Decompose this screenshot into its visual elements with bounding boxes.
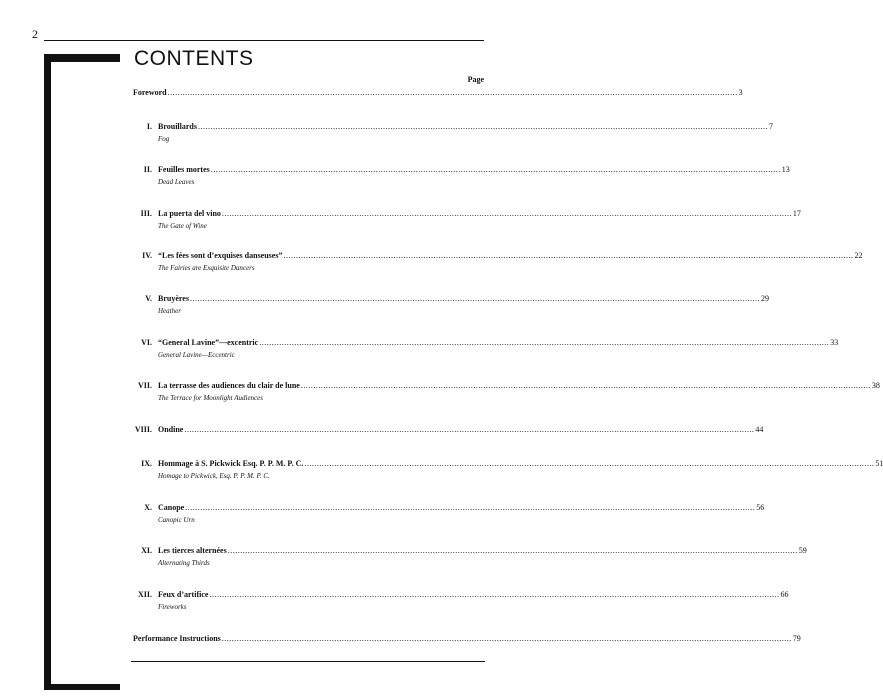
toc-page-number: 33 bbox=[830, 338, 839, 347]
page-title: CONTENTS bbox=[134, 47, 254, 70]
toc-leader-dots: .................................................................................................................................................................................................................................... bbox=[184, 425, 755, 434]
bottom-rule bbox=[131, 661, 485, 662]
toc-title: Canope bbox=[158, 503, 185, 512]
toc-numeral: VII. bbox=[137, 381, 152, 390]
toc-leader-dots: .................................................................................................................................................................................................................................... bbox=[304, 459, 875, 468]
toc-page-number: 3 bbox=[738, 88, 743, 97]
toc-title: “General Lavine”—excentric bbox=[158, 338, 259, 347]
toc-title: La puerta del vino bbox=[158, 209, 221, 218]
toc-subtitle: Dead Leaves bbox=[158, 178, 195, 186]
toc-line bbox=[158, 122, 773, 131]
toc-title: “Les fées sont d’exquises danseuses” bbox=[158, 251, 283, 260]
toc-title: Ondine bbox=[158, 425, 184, 434]
page-number: 2 bbox=[32, 27, 38, 41]
page-column-header: Page bbox=[467, 75, 484, 84]
toc-numeral: XII. bbox=[137, 590, 152, 599]
toc-title: Foreword bbox=[133, 88, 167, 97]
toc-subtitle: The Gate of Wine bbox=[158, 222, 207, 230]
side-bar-inset bbox=[51, 62, 120, 684]
toc-line bbox=[158, 294, 769, 303]
toc-page-number: 38 bbox=[871, 381, 880, 390]
toc-page-number: 51 bbox=[875, 459, 883, 468]
toc-line bbox=[158, 209, 801, 218]
toc-leader-dots: .................................................................................................................................................................................................................................... bbox=[221, 209, 792, 218]
toc-page-number: 13 bbox=[781, 165, 790, 174]
toc-leader-dots: .................................................................................................................................................................................................................................... bbox=[300, 381, 871, 390]
toc-numeral: VI. bbox=[141, 338, 152, 347]
toc-subtitle: Fireworks bbox=[158, 603, 187, 611]
toc-subtitle: Homage to Pickwick, Esq. P. P. M. P. C. bbox=[158, 472, 270, 480]
toc-leader-dots: .................................................................................................................................................................................................................................... bbox=[259, 338, 830, 347]
toc-page-number: 66 bbox=[780, 590, 789, 599]
toc-page-number: 17 bbox=[792, 209, 801, 218]
toc-numeral: I. bbox=[146, 122, 152, 131]
toc-page-number: 79 bbox=[792, 634, 801, 643]
toc-numeral: VIII. bbox=[134, 425, 152, 434]
toc-subtitle: Alternating Thirds bbox=[158, 559, 210, 567]
toc-leader-dots: .................................................................................................................................................................................................................................... bbox=[227, 546, 798, 555]
toc-page-number: 7 bbox=[768, 122, 773, 131]
toc-page-number: 44 bbox=[755, 425, 764, 434]
toc-page-number: 59 bbox=[798, 546, 807, 555]
toc-line bbox=[158, 425, 764, 434]
toc-numeral: IV. bbox=[142, 251, 152, 260]
toc-title: Feux d’artifice bbox=[158, 590, 209, 599]
toc-title: Performance Instructions bbox=[133, 634, 221, 643]
toc-line bbox=[158, 546, 807, 555]
toc-line bbox=[158, 165, 790, 174]
toc-title: La terrasse des audiences du clair de lune bbox=[158, 381, 300, 390]
toc-line bbox=[158, 338, 839, 347]
toc-line bbox=[133, 634, 801, 643]
toc-subtitle: Heather bbox=[158, 307, 181, 315]
toc-subtitle: The Terrace for Moonlight Audiences bbox=[158, 394, 263, 402]
toc-leader-dots: .................................................................................................................................................................................................................................... bbox=[167, 88, 738, 97]
toc-numeral: IX. bbox=[141, 459, 152, 468]
toc-line bbox=[158, 381, 880, 390]
toc-page-number: 56 bbox=[756, 503, 765, 512]
toc-title: Bruyères bbox=[158, 294, 189, 303]
toc-line bbox=[133, 88, 743, 97]
toc-numeral: XI. bbox=[141, 546, 152, 555]
toc-line bbox=[158, 503, 765, 512]
toc-numeral: X. bbox=[144, 503, 152, 512]
toc-page-number: 22 bbox=[854, 251, 863, 260]
toc-leader-dots: .................................................................................................................................................................................................................................... bbox=[197, 122, 768, 131]
toc-numeral: II. bbox=[143, 165, 152, 174]
toc-line bbox=[158, 590, 789, 599]
toc-leader-dots: .................................................................................................................................................................................................................................... bbox=[283, 251, 854, 260]
top-rule bbox=[44, 40, 484, 41]
toc-subtitle: Canopic Urn bbox=[158, 516, 195, 524]
toc-title: Les tierces alternées bbox=[158, 546, 227, 555]
toc-numeral: V. bbox=[145, 294, 152, 303]
toc-line bbox=[158, 251, 863, 260]
toc-subtitle: The Fairies are Exquisite Dancers bbox=[158, 264, 255, 272]
toc-leader-dots: .................................................................................................................................................................................................................................... bbox=[210, 165, 781, 174]
toc-page-number: 29 bbox=[760, 294, 769, 303]
toc-leader-dots: .................................................................................................................................................................................................................................... bbox=[209, 590, 780, 599]
toc-subtitle: Fog bbox=[158, 135, 170, 143]
toc-title: Brouillards bbox=[158, 122, 197, 131]
toc-leader-dots: .................................................................................................................................................................................................................................... bbox=[189, 294, 760, 303]
toc-title: Feuilles mortes bbox=[158, 165, 210, 174]
toc-leader-dots: .................................................................................................................................................................................................................................... bbox=[221, 634, 792, 643]
toc-line bbox=[158, 459, 883, 468]
toc-subtitle: General Lavine—Eccentric bbox=[158, 351, 235, 359]
toc-title: Hommage à S. Pickwick Esq. P. P. M. P. C. bbox=[158, 459, 304, 468]
toc-numeral: III. bbox=[140, 209, 152, 218]
toc-leader-dots: .................................................................................................................................................................................................................................... bbox=[185, 503, 756, 512]
